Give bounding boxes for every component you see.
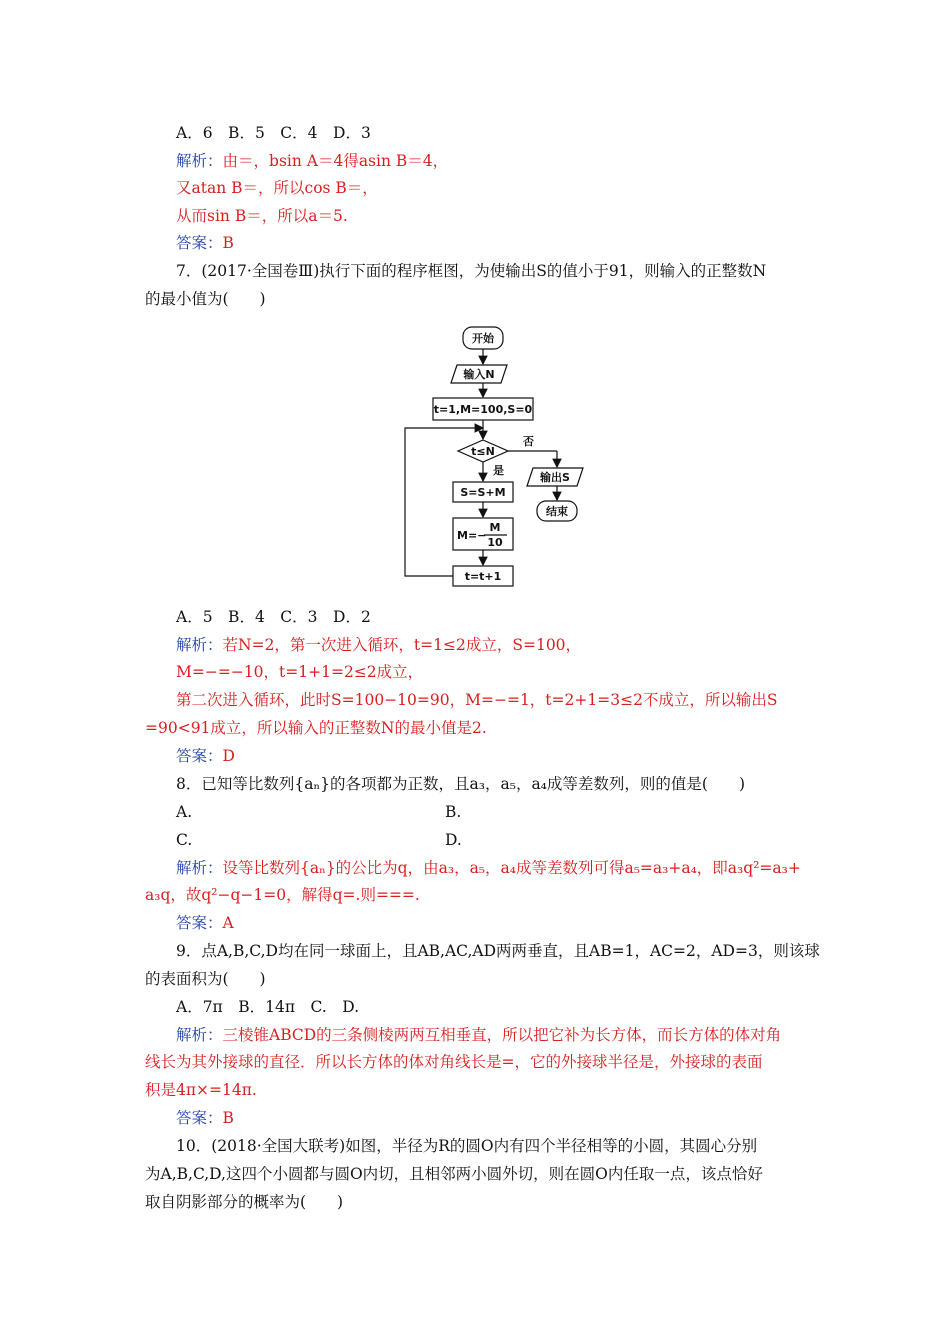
- update-m-prefix: M=−: [457, 529, 487, 542]
- q10-stem-line-1: 10．(2018·全国大联考)如图，半径为R的圆O内有四个半径相等的小圆，其圆心分别: [176, 1137, 758, 1155]
- q6-analysis-line-2: 又atan B＝，所以cos B＝，: [176, 179, 378, 197]
- q7-options: A．5 B．4 C．3 D．2: [176, 608, 371, 626]
- analysis-text: 由＝，bsin A＝4得asin B＝4，: [222, 152, 449, 170]
- answer-value: B: [222, 234, 234, 252]
- output-label: 输出S: [540, 471, 570, 484]
- q7-analysis-line-4: =90<91成立，所以输入的正整数N的最小值是2.: [145, 719, 487, 737]
- q9-analysis-line-1: [176, 1024, 781, 1046]
- analysis-label: 解析：: [176, 1026, 223, 1044]
- q7-analysis-line-3: 第二次进入循环，此时S=100−10=90，M=−=1，t=2+1=3≤2不成立，所以输出S: [176, 691, 778, 709]
- sum-label: S=S+M: [460, 486, 506, 499]
- analysis-text: 若N=2，第一次进入循环，t=1≤2成立，S=100，: [222, 636, 582, 654]
- update-m-numerator: M: [489, 521, 501, 534]
- q8-option-d: D.: [445, 831, 462, 849]
- increment-label: t=t+1: [464, 570, 502, 583]
- analysis-label: 解析：: [176, 636, 223, 654]
- q6-analysis-line-1: [176, 150, 448, 172]
- analysis-text: 设等比数列{aₙ}的公比为q，由a₃，a₅，a₄成等差数列可得a₅=a₃+a₄，即a₃q²=a₃+: [222, 859, 801, 877]
- q8-analysis-line-2: a₃q，故q²−q−1=0，解得q=.则===.: [145, 886, 420, 904]
- no-label: 否: [523, 435, 534, 448]
- condition-label: t≤N: [471, 445, 495, 458]
- q7-analysis-line-1: [176, 634, 581, 656]
- q6-answer: [176, 232, 234, 254]
- q7-analysis-line-2: M=−=−10，t=1+1=2≤2成立，: [176, 663, 424, 681]
- q9-answer: [176, 1107, 234, 1129]
- q8-answer: [176, 912, 234, 934]
- analysis-label: 解析：: [176, 859, 223, 877]
- answer-value: A: [222, 914, 234, 932]
- q6-options: A．6 B．5 C．4 D．3: [176, 124, 371, 142]
- q8-option-b: B.: [445, 803, 462, 821]
- q7-answer: [176, 745, 235, 767]
- update-m-denominator: 10: [487, 536, 503, 549]
- q9-stem-line-1: 9．点A,B,C,D均在同一球面上，且AB,AC,AD两两垂直，且AB=1，AC=2，AD=3，则该球: [176, 942, 820, 960]
- answer-value: B: [222, 1109, 234, 1127]
- program-flowchart: [395, 322, 615, 592]
- answer-label: 答案：: [176, 234, 223, 252]
- init-label: t=1,M=100,S=0: [433, 403, 533, 416]
- answer-label: 答案：: [176, 914, 223, 932]
- start-label: 开始: [472, 332, 494, 345]
- q7-stem-line-2: 的最小值为( ): [145, 290, 266, 308]
- q9-stem-line-2: 的表面积为( ): [145, 970, 266, 988]
- end-label: 结束: [546, 505, 568, 518]
- q8-option-a: A.: [176, 803, 193, 821]
- q8-option-c: C.: [176, 831, 193, 849]
- answer-label: 答案：: [176, 1109, 223, 1127]
- q6-analysis-line-3: 从而sin B＝，所以a＝5.: [176, 207, 348, 225]
- q8-analysis-line-1: [176, 857, 801, 879]
- input-label: 输入N: [463, 368, 495, 381]
- answer-label: 答案：: [176, 747, 223, 765]
- yes-label: 是: [493, 464, 504, 477]
- q10-stem-line-3: 取自阴影部分的概率为( ): [145, 1193, 344, 1211]
- q10-stem-line-2: 为A,B,C,D,这四个小圆都与圆O内切，且相邻两小圆外切，则在圆O内任取一点，该点恰好: [145, 1165, 763, 1183]
- q9-analysis-line-2: 线长为其外接球的直径．所以长方体的体对角线长是=，它的外接球半径是，外接球的表面: [145, 1053, 763, 1071]
- q9-options: A．7π B．14π C. D.: [176, 998, 360, 1016]
- q7-stem-line-1: 7．(2017·全国卷Ⅲ)执行下面的程序框图，为使输出S的值小于91，则输入的正整数N: [176, 262, 767, 280]
- q8-stem: 8．已知等比数列{aₙ}的各项都为正数，且a₃，a₅，a₄成等差数列，则的值是( ): [176, 775, 745, 793]
- analysis-text: 三棱锥ABCD的三条侧棱两两互相垂直，所以把它补为长方体，而长方体的体对角: [222, 1026, 782, 1044]
- answer-value: D: [222, 747, 235, 765]
- analysis-label: 解析：: [176, 152, 223, 170]
- q9-analysis-line-3: 积是4π×=14π.: [145, 1081, 257, 1099]
